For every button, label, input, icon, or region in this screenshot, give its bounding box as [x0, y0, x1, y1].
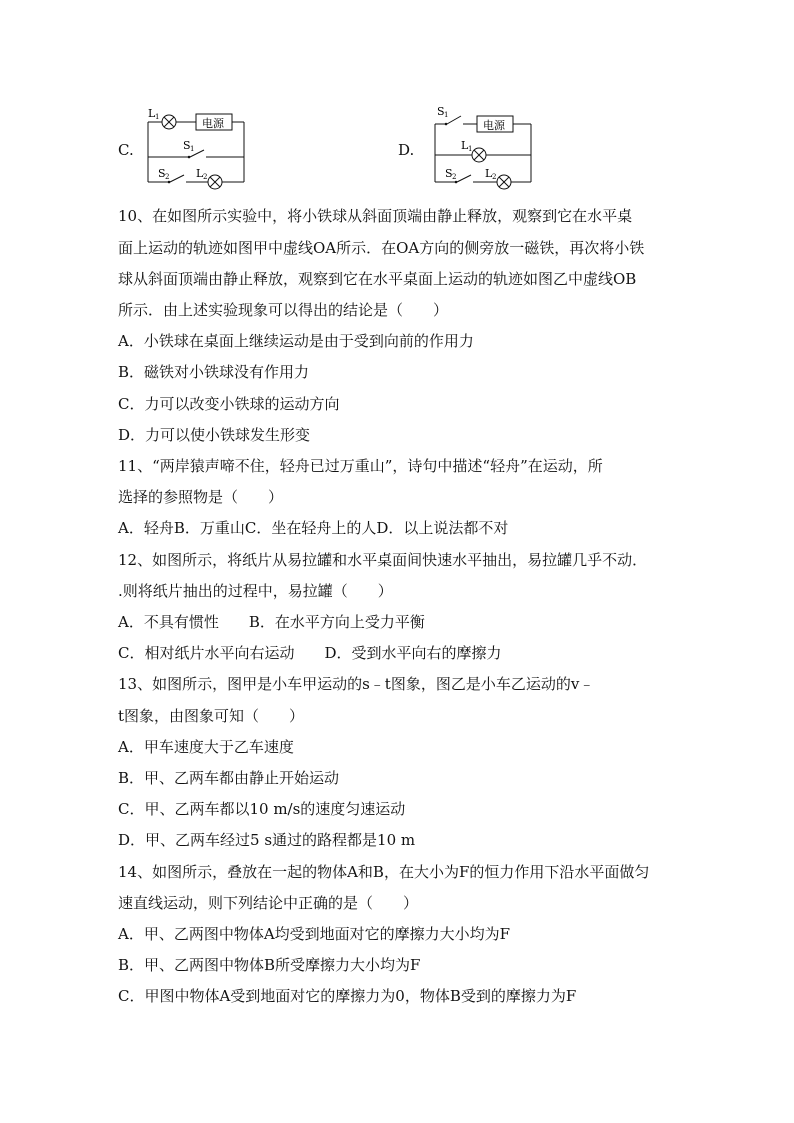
q13-option-d: D．甲、乙两车经过5 s通过的路程都是10 m — [118, 831, 416, 849]
q10-option-a: A．小铁球在桌面上继续运动是由于受到向前的作用力 — [118, 332, 474, 350]
q13-option-c: C．甲、乙两车都以10 m/s的速度匀速运动 — [118, 800, 406, 818]
l1-label-c: L — [148, 107, 156, 120]
q10-line-1: 10、在如图所示实验中，将小铁球从斜面顶端由静止释放，观察到它在水平桌 — [118, 207, 633, 225]
q14-option-a: A．甲、乙两图中物体A均受到地面对它的摩擦力大小均为F — [118, 925, 511, 943]
l2-sub-c: 2 — [203, 173, 208, 181]
l1-label-d: L — [461, 139, 469, 152]
q14-line-1: 14、如图所示，叠放在一起的物体A和B，在大小为F的恒力作用下沿水平面做匀 — [118, 863, 650, 881]
s1-label-d: S — [437, 105, 445, 118]
q12-line-2: .则将纸片抽出的过程中，易拉罐（ ） — [118, 582, 393, 600]
l1-sub-c: 1 — [155, 113, 160, 121]
q13-option-b: B．甲、乙两车都由静止开始运动 — [118, 769, 340, 787]
s2-label-d: S — [445, 167, 453, 180]
q11-line-1: 11、“两岸猿声啼不住，轻舟已过万重山”，诗句中描述“轻舟”在运动，所 — [118, 457, 603, 475]
circuit-d-diagram — [425, 100, 535, 195]
lamp-l2-icon-d — [497, 175, 511, 189]
power-label-c: 电源 — [202, 117, 224, 130]
q13-line-2: t图象，由图象可知（ ） — [118, 707, 305, 725]
lamp-l2-icon-c — [208, 175, 222, 189]
l2-label-c: L — [196, 167, 204, 180]
l1-sub-d: 1 — [468, 145, 473, 153]
q10-option-d: D．力可以使小铁球发生形变 — [118, 426, 311, 444]
option-d-label: D. — [398, 141, 415, 159]
s1-label-c: S — [183, 139, 191, 152]
q12-options-ab: A．不具有惯性 B．在水平方向上受力平衡 — [118, 613, 425, 631]
q14-option-b: B．甲、乙两图中物体B所受摩擦力大小均为F — [118, 956, 421, 974]
q13-line-1: 13、如图所示，图甲是小车甲运动的s﹣t图象，图乙是小车乙运动的v﹣ — [118, 675, 595, 693]
q13-option-a: A．甲车速度大于乙车速度 — [118, 738, 294, 756]
lamp-l1-icon-d — [472, 148, 486, 162]
s1-sub-c: 1 — [190, 145, 195, 153]
l2-sub-d: 2 — [492, 173, 497, 181]
q11-line-2: 选择的参照物是（ ） — [118, 488, 284, 506]
q10-line-4: 所示．由上述实验现象可以得出的结论是（ ） — [118, 301, 449, 319]
power-label-d: 电源 — [483, 119, 505, 132]
q11-options: A．轻舟B．万重山C．坐在轻舟上的人D．以上说法都不对 — [118, 519, 509, 537]
q10-option-b: B．磁铁对小铁球没有作用力 — [118, 363, 310, 381]
q14-line-2: 速直线运动，则下列结论中正确的是（ ） — [118, 894, 419, 912]
option-c-label: C. — [118, 141, 134, 159]
q12-line-1: 12、如图所示，将纸片从易拉罐和水平桌面间快速水平抽出，易拉罐几乎不动． — [118, 551, 648, 569]
q14-option-c: C．甲图中物体A受到地面对它的摩擦力为0，物体B受到的摩擦力为F — [118, 987, 577, 1005]
q10-line-2: 面上运动的轨迹如图甲中虚线OA所示．在OA方向的侧旁放一磁铁，再次将小铁 — [118, 239, 645, 257]
q12-options-cd: C．相对纸片水平向右运动 D．受到水平向右的摩擦力 — [118, 644, 502, 662]
s2-sub-d: 2 — [452, 173, 457, 181]
lamp-l1-icon-c — [162, 115, 176, 129]
l2-label-d: L — [485, 167, 493, 180]
q10-line-3: 球从斜面顶端由静止释放，观察到它在水平桌面上运动的轨迹如图乙中虚线OB — [118, 270, 637, 288]
q10-option-c: C．力可以改变小铁球的运动方向 — [118, 395, 340, 413]
s2-sub-c: 2 — [165, 173, 170, 181]
s1-sub-d: 1 — [444, 111, 449, 119]
s2-label-c: S — [158, 167, 166, 180]
circuit-c-diagram — [140, 100, 250, 195]
